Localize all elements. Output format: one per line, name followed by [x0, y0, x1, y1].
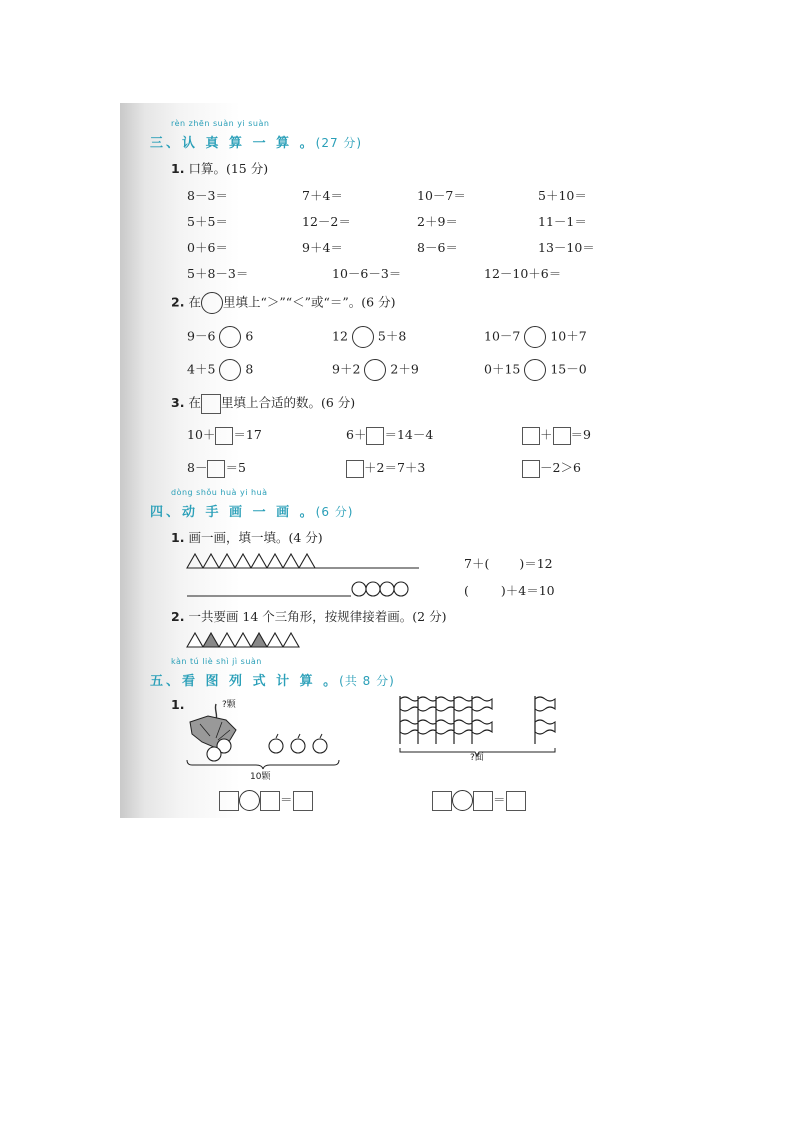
compare-circle[interactable]	[364, 359, 386, 381]
s5-q1-label: 1.	[171, 697, 185, 712]
section5-pinyin: kàn tú liè shì jì suàn	[171, 657, 262, 666]
circle-shape	[352, 582, 366, 596]
pattern-triangle-white	[187, 633, 203, 647]
section4-title: 四、动 手 画 一 画 。(6 分)	[150, 505, 354, 520]
q2-heading: 2. 在 里填上“＞”“＜”或“＝”。(6 分)	[171, 292, 395, 314]
triangle-shape	[203, 554, 219, 568]
compare-circle[interactable]	[524, 359, 546, 381]
flag-icon	[472, 697, 492, 711]
flag-icon	[535, 720, 555, 734]
fig1-question: ?颗	[222, 700, 236, 710]
calc-item: 7＋4＝	[302, 188, 343, 203]
q1-heading: 1. 口算。(15 分)	[171, 161, 269, 176]
pattern-triangle-white	[235, 633, 251, 647]
section3-pinyin: rèn zhēn suàn yi suàn	[171, 119, 270, 128]
brace-icon	[187, 760, 339, 769]
answer-box[interactable]	[207, 460, 225, 478]
flag-icon	[400, 697, 420, 711]
flag-icon	[472, 720, 492, 734]
flags-picture	[399, 696, 559, 758]
answer-box[interactable]	[522, 427, 540, 445]
calc-item: 5＋5＝	[187, 214, 228, 229]
operator-circle[interactable]	[239, 790, 260, 811]
calc-item: 5＋8－3＝	[187, 266, 249, 281]
fig1-total: 10颗	[250, 772, 271, 782]
flag-icon	[535, 697, 555, 711]
triangle-shape	[235, 554, 251, 568]
answer-box[interactable]	[553, 427, 571, 445]
compare-circle[interactable]	[352, 326, 374, 348]
flag-icon	[436, 697, 456, 711]
s4-eq2: ( )＋4＝10	[464, 583, 555, 598]
answer-box[interactable]	[293, 791, 313, 811]
calc-item: 8－6＝	[417, 240, 458, 255]
flag-icon	[454, 720, 474, 734]
answer-box[interactable]	[215, 427, 233, 445]
q3-heading: 3. 在 里填上合适的数。(6 分)	[171, 393, 355, 414]
s4-q2-heading: 2. 一共要画 14 个三角形，按规律接着画。(2 分)	[171, 609, 447, 624]
section5-title: 五、看 图 列 式 计 算 。(共 8 分)	[150, 674, 395, 689]
triangle-shape	[299, 554, 315, 568]
fill-item: ＋ ＝9	[522, 425, 591, 445]
flag-icon	[418, 697, 438, 711]
flag-icon	[454, 697, 474, 711]
answer-box[interactable]	[219, 791, 239, 811]
pattern-triangle-white	[283, 633, 299, 647]
pattern-triangle-gray	[251, 633, 267, 647]
compare-circle[interactable]	[524, 326, 546, 348]
fill-item: 10＋ ＝17	[187, 425, 262, 445]
operator-circle[interactable]	[452, 790, 473, 811]
fruit-icon	[313, 739, 327, 753]
calc-item: 12－10＋6＝	[484, 266, 562, 281]
answer-box[interactable]	[522, 460, 540, 478]
calc-item: 0＋6＝	[187, 240, 228, 255]
fruit-icon	[269, 739, 283, 753]
triangle-pattern	[187, 631, 307, 649]
fill-item: ＋2＝7＋3	[346, 458, 425, 478]
flag-icon	[436, 720, 456, 734]
calc-item: 8－3＝	[187, 188, 228, 203]
compare-circle[interactable]	[219, 326, 241, 348]
section4-pinyin: dòng shǒu huà yi huà	[171, 488, 268, 497]
circle-placeholder	[201, 292, 223, 314]
triangle-shape	[187, 554, 203, 568]
triangle-shape	[283, 554, 299, 568]
compare-item: 12 5＋8	[332, 326, 406, 348]
answer-box[interactable]	[346, 460, 364, 478]
answer-box[interactable]	[432, 791, 452, 811]
fig1-answer-row: ＝	[219, 790, 313, 811]
section3-title: 三、认 真 算 一 算 。(27 分)	[150, 136, 363, 151]
circle-shape	[380, 582, 394, 596]
calc-item: 2＋9＝	[417, 214, 458, 229]
circle-shape	[366, 582, 380, 596]
fill-item: 6＋ ＝14－4	[346, 425, 433, 445]
compare-item: 0＋15 15－0	[484, 359, 587, 381]
fruit-picture	[186, 700, 346, 770]
calc-item: 13－10＝	[538, 240, 595, 255]
answer-box[interactable]	[506, 791, 526, 811]
compare-item: 4＋5 8	[187, 359, 253, 381]
fig2-question: ?面	[470, 753, 484, 763]
fruit-icon	[291, 739, 305, 753]
triangle-shape	[219, 554, 235, 568]
flag-icon	[418, 720, 438, 734]
triangle-shape	[251, 554, 267, 568]
compare-item: 9＋2 2＋9	[332, 359, 419, 381]
compare-item: 9－6 6	[187, 326, 253, 348]
calc-item: 12－2＝	[302, 214, 351, 229]
box-placeholder	[201, 394, 221, 414]
s4-q1-heading: 1. 画一画，填一填。(4 分)	[171, 530, 323, 545]
circle-shape	[394, 582, 408, 596]
pattern-triangle-gray	[203, 633, 219, 647]
circles-row	[187, 579, 427, 599]
flag-icon	[400, 720, 420, 734]
answer-box[interactable]	[366, 427, 384, 445]
calc-item: 10－7＝	[417, 188, 466, 203]
answer-box[interactable]	[260, 791, 280, 811]
calc-item: 9＋4＝	[302, 240, 343, 255]
compare-circle[interactable]	[219, 359, 241, 381]
s4-eq1: 7＋( )＝12	[464, 556, 553, 571]
triangles-row	[187, 551, 427, 571]
calc-item: 5＋10＝	[538, 188, 587, 203]
compare-item: 10－7 10＋7	[484, 326, 587, 348]
answer-box[interactable]	[473, 791, 493, 811]
pattern-triangle-white	[219, 633, 235, 647]
fill-item: 8－ ＝5	[187, 458, 246, 478]
fill-item: －2＞6	[522, 458, 581, 478]
calc-item: 10－6－3＝	[332, 266, 402, 281]
fig2-answer-row: ＝	[432, 790, 526, 811]
pattern-triangle-white	[267, 633, 283, 647]
triangle-shape	[267, 554, 283, 568]
calc-item: 11－1＝	[538, 214, 587, 229]
fruit-icon	[207, 747, 221, 761]
